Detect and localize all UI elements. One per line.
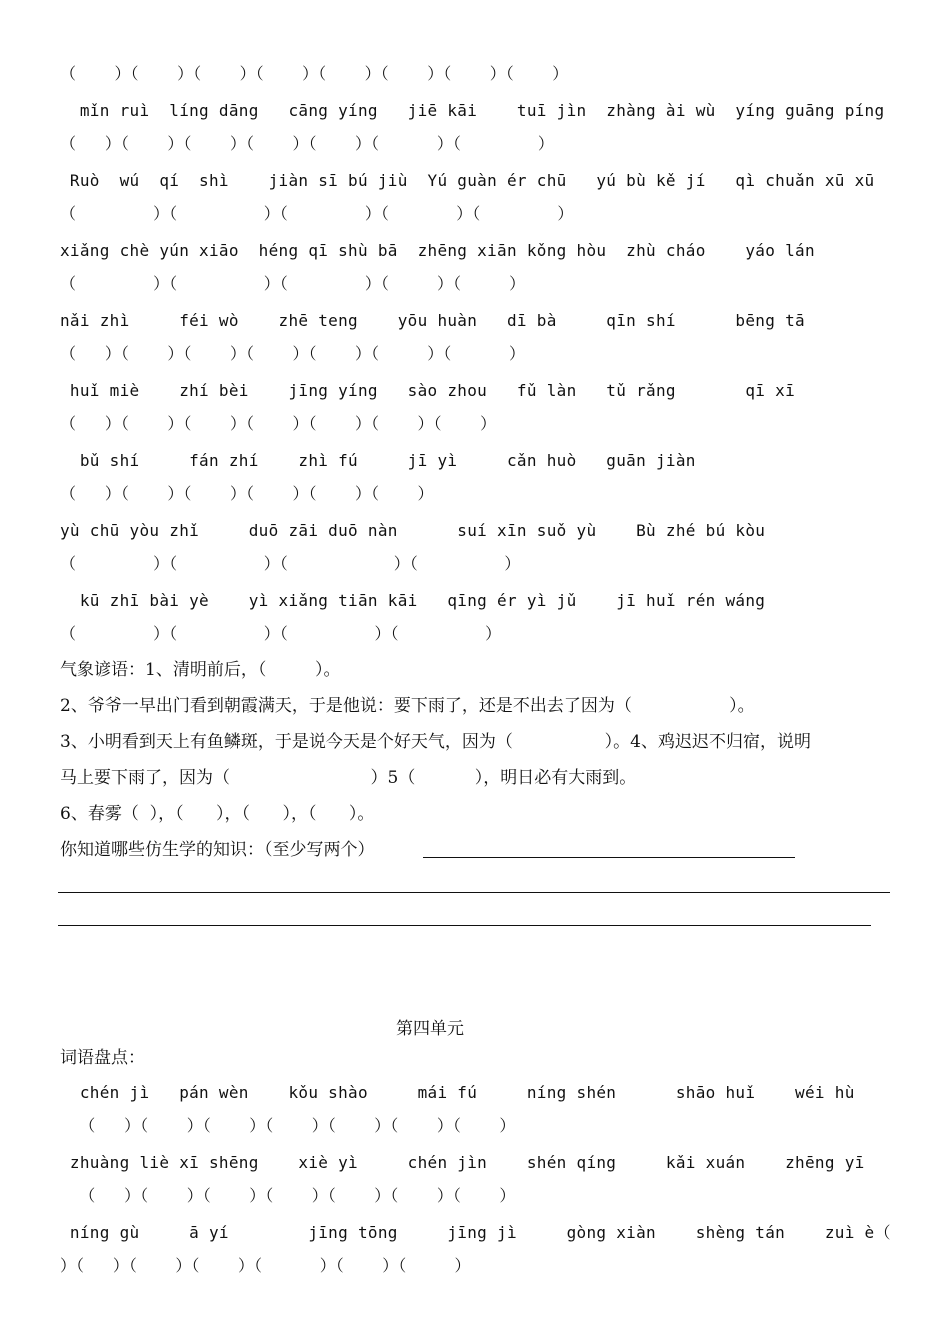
answer-blanks-row-7[interactable]: （ ）（ ）（ ）（ ）（ ）（ ） [60, 484, 434, 503]
answer-line-2[interactable] [58, 892, 890, 893]
unit-title: 第四单元 [396, 1019, 464, 1039]
answer-blanks-row-6[interactable]: （ ）（ ）（ ）（ ）（ ）（ ）（ ） [60, 414, 497, 433]
pinyin-row-3: xiǎng chè yún xiāo héng qī shù bā zhēng xiān kǒng hòu zhù cháo yáo lán [60, 241, 815, 260]
unit4-pinyin-row-2: zhuàng liè xī shēng xiè yì chén jìn shén qíng kǎi xuán zhēng yī [60, 1153, 865, 1172]
weather-proverb-4: 马上要下雨了，因为（ ）5（ ），明日必有大雨到。 [60, 768, 637, 788]
pinyin-row-5: huǐ miè zhí bèi jīng yíng sào zhou fǔ làn tǔ rǎng qī xī [60, 381, 796, 400]
weather-proverb-2: 2、爷爷一早出门看到朝霞满天，于是他说：要下雨了，还是不出去了因为（ ）。 [60, 696, 755, 716]
pinyin-row-4: nǎi zhì féi wò zhē teng yōu huàn dī bà qīn shí bēng tā [60, 311, 805, 330]
pinyin-row-8: kū zhī bài yè yì xiǎng tiān kāi qīng ér yì jǔ jī huǐ rén wáng [60, 591, 766, 610]
answer-blanks-row-1[interactable]: （ ）（ ）（ ）（ ）（ ）（ ）（ ）（ ） [60, 64, 569, 83]
unit4-blanks-row-1[interactable]: （ ）（ ）（ ）（ ）（ ）（ ）（ ） [60, 1116, 516, 1135]
answer-line-1[interactable] [423, 857, 795, 858]
pinyin-row-7: yù chū yòu zhǐ duō zāi duō nàn suí xīn suǒ yù Bù zhé bú kòu [60, 521, 766, 540]
weather-proverb-6: 6、春雾（ ），（ ），（ ），（ ）。 [60, 804, 375, 824]
unit4-blanks-row-2[interactable]: （ ）（ ）（ ）（ ）（ ）（ ）（ ） [60, 1186, 516, 1205]
answer-blanks-row-3[interactable]: （ ）（ ）（ ）（ ）（ ） [60, 204, 574, 223]
answer-blanks-row-2[interactable]: （ ）（ ）（ ）（ ）（ ）（ ）（ ） [60, 134, 554, 153]
answer-line-3[interactable] [58, 925, 871, 926]
section-subtitle: 词语盘点： [60, 1048, 145, 1068]
weather-proverb-3: 3、小明看到天上有鱼鳞斑，于是说今天是个好天气，因为（ ）。4、鸡迟迟不归宿，说明 [60, 732, 811, 752]
answer-blanks-row-8[interactable]: （ ）（ ）（ ）（ ） [60, 554, 521, 573]
pinyin-row-1: mǐn ruì líng dāng cāng yíng jiē kāi tuī jìn zhàng ài wù yíng guāng píng [60, 101, 885, 120]
pinyin-row-2: Ruò wú qí shì jiàn sī bú jiù Yú guàn ér chū yú bù kě jí qì chuǎn xū xū [60, 171, 875, 190]
weather-proverb-1: 气象谚语：1、清明前后，（ ）。 [60, 660, 341, 680]
pinyin-row-6: bǔ shí fán zhí zhì fú jī yì cǎn huò guān jiàn [60, 451, 696, 470]
unit4-pinyin-row-1: chén jì pán wèn kǒu shào mái fú níng shén shāo huǐ wéi hù [60, 1083, 855, 1102]
bionics-question: 你知道哪些仿生学的知识：（至少写两个） [60, 840, 375, 860]
answer-blanks-row-5[interactable]: （ ）（ ）（ ）（ ）（ ）（ ）（ ） [60, 344, 525, 363]
answer-blanks-row-9[interactable]: （ ）（ ）（ ）（ ） [60, 624, 502, 643]
unit4-pinyin-row-3: níng gù ā yí jīng tōng jīng jì gòng xiàn shèng tán zuì è（ [60, 1223, 891, 1242]
answer-blanks-row-4[interactable]: （ ）（ ）（ ）（ ）（ ） [60, 274, 526, 293]
unit4-blanks-row-3[interactable]: ）（ ）（ ）（ ）（ ）（ ）（ ） [60, 1256, 471, 1275]
